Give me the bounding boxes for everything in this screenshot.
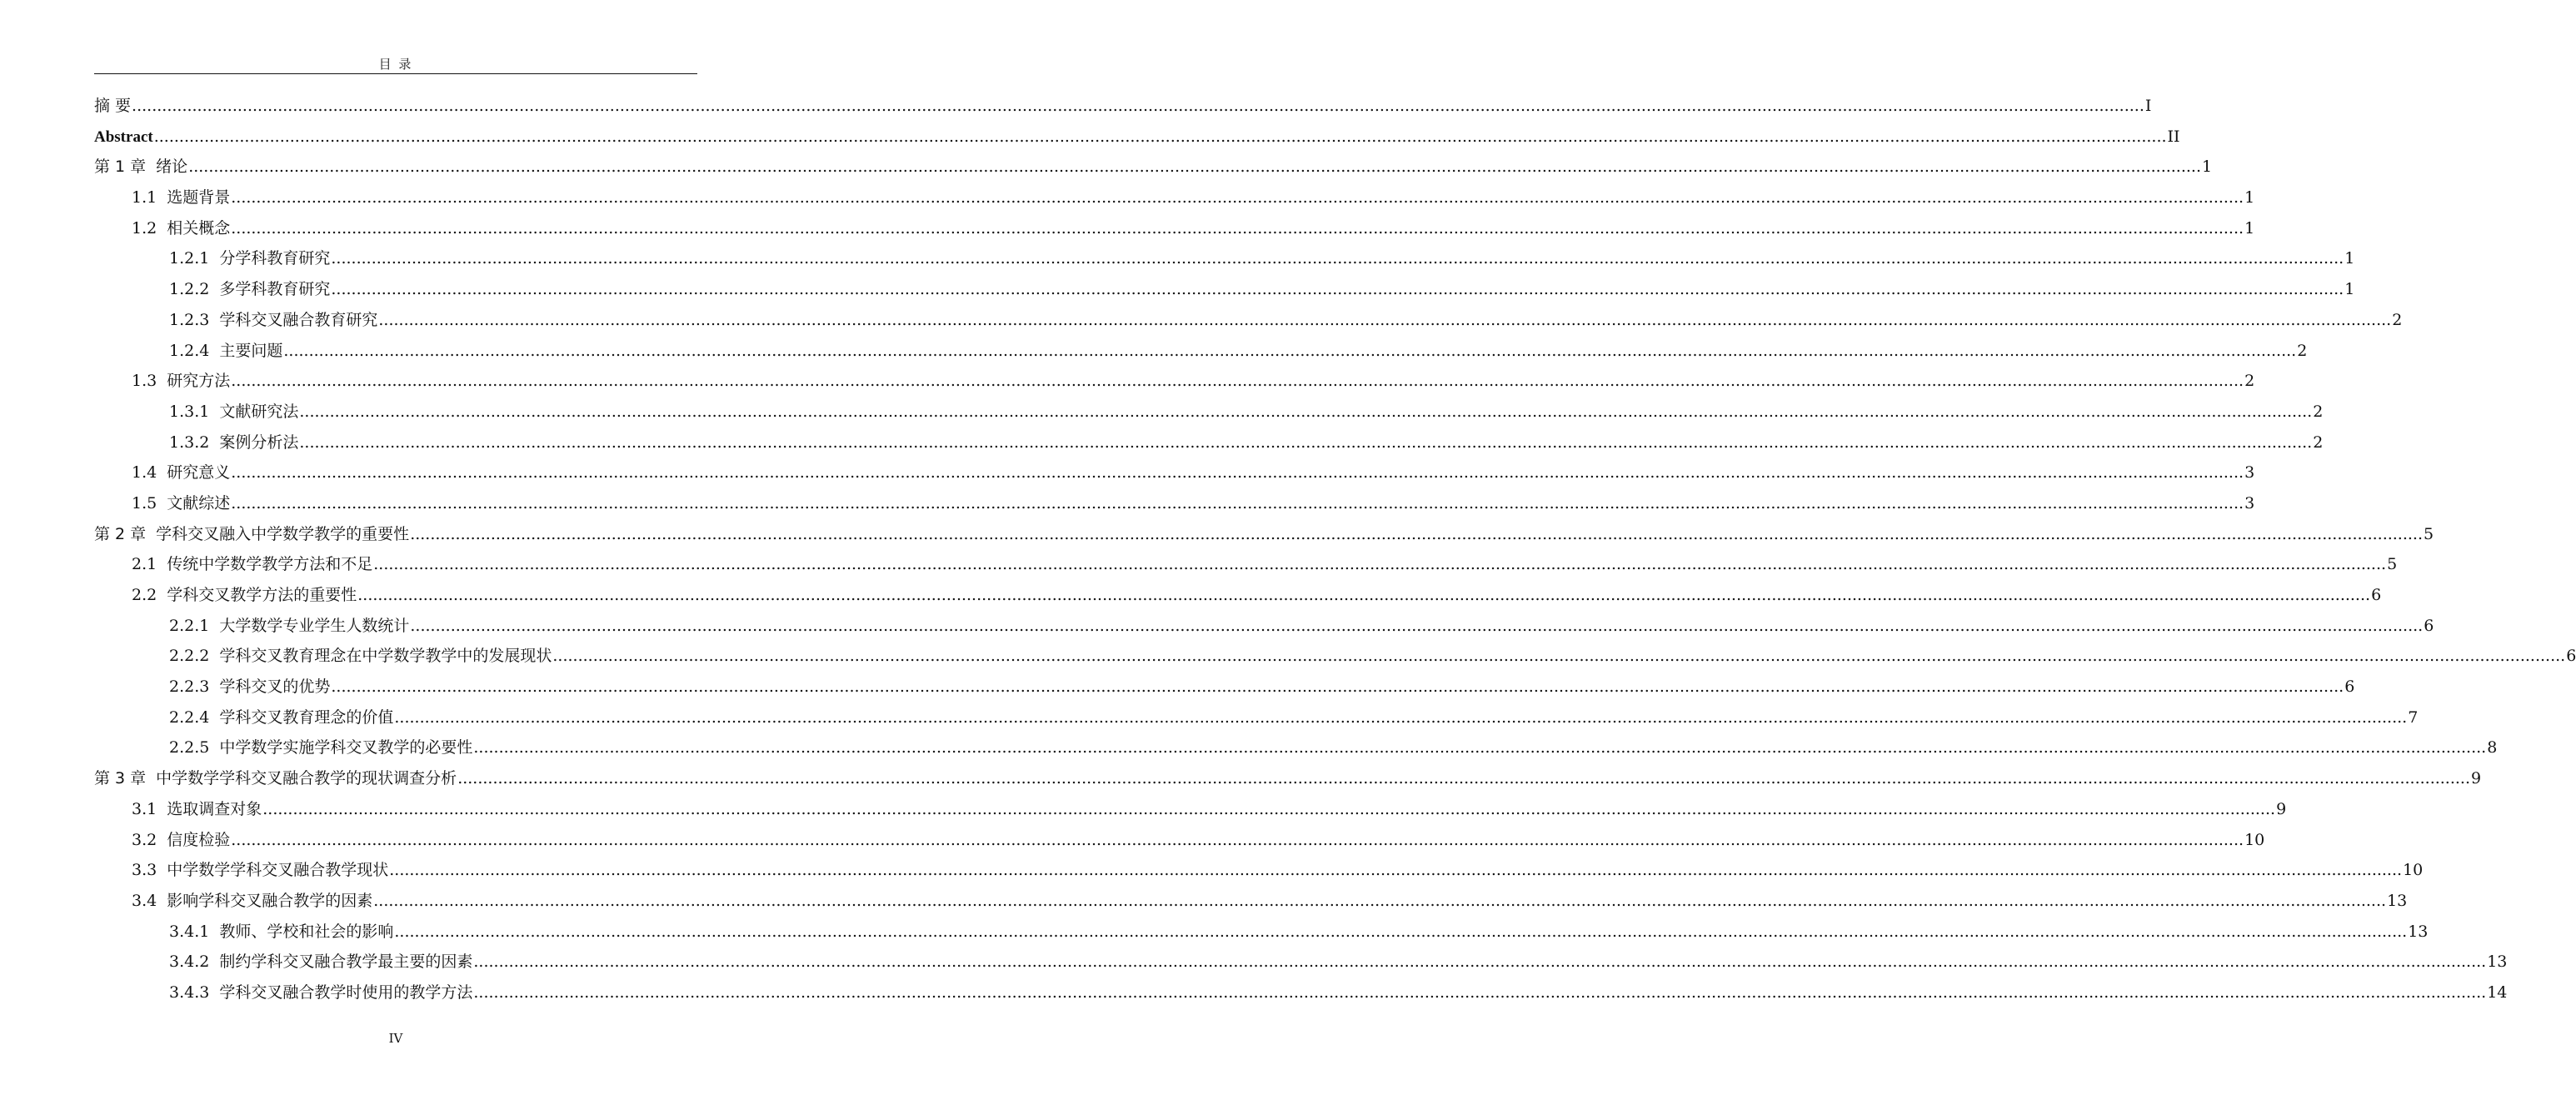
toc-entry-number: 3.4.3: [169, 982, 210, 1002]
toc-entry[interactable]: [94, 886, 2408, 917]
toc-entry-label: [94, 519, 409, 550]
toc-entry-page: 13: [2487, 952, 2508, 972]
toc-entry[interactable]: [94, 122, 2180, 152]
toc-entry-page: 1: [2344, 280, 2355, 299]
toc-entry-page: 2: [2244, 372, 2255, 391]
toc-entry-title: 文献综述: [167, 493, 231, 512]
toc-entry-label: [132, 825, 230, 856]
dot-leader: ................................................................................................................................................................................................................................................................................................................................................................................................................: [457, 769, 2471, 788]
toc-entry-title: 文献研究法: [219, 402, 299, 421]
toc-entry-title: 选取调查对象: [167, 799, 262, 818]
toc-entry-number: 2.1: [132, 555, 157, 574]
toc-entry[interactable]: [94, 488, 2255, 519]
toc-entry-number: 1.3.1: [169, 402, 210, 421]
dot-leader: ................................................................................................................................................................................................................................................................................................................................................................................................................: [299, 432, 2313, 452]
toc-entry-label: [169, 947, 472, 978]
toc-entry[interactable]: [94, 978, 2508, 1008]
toc-entry-title: 信度检验: [167, 830, 231, 849]
toc-entry-title: 学科交叉教育理念在中学数学教学中的发展现状: [219, 647, 552, 666]
toc-entry-title: Abstract: [94, 128, 153, 146]
dot-leader: ................................................................................................................................................................................................................................................................................................................................................................................................................: [410, 524, 2424, 543]
dot-leader: ................................................................................................................................................................................................................................................................................................................................................................................................................: [373, 891, 2387, 910]
toc-entry-label: [94, 152, 187, 182]
toc-entry-label: [94, 91, 131, 122]
toc-entry-title: 教师、学校和社会的影响: [219, 922, 394, 941]
toc-entry-label: [94, 122, 153, 153]
dot-leader: ................................................................................................................................................................................................................................................................................................................................................................................................................: [389, 861, 2403, 880]
toc-entry-page: 6: [2371, 586, 2382, 604]
toc-entry-label: [169, 732, 472, 763]
toc-entry[interactable]: [94, 152, 2213, 182]
toc-entry[interactable]: [94, 641, 2576, 672]
toc-entry-title: 中学数学学科交叉融合教学现状: [167, 861, 389, 880]
toc-entry[interactable]: [94, 825, 2265, 856]
toc-entry-title: 摘 要: [94, 97, 132, 115]
toc-entry[interactable]: [94, 428, 2324, 458]
toc-entry-number: 3.4.2: [169, 952, 210, 972]
dot-leader: ................................................................................................................................................................................................................................................................................................................................................................................................................: [231, 493, 2244, 512]
dot-leader: ................................................................................................................................................................................................................................................................................................................................................................................................................: [153, 127, 2167, 146]
dot-leader: ................................................................................................................................................................................................................................................................................................................................................................................................................: [231, 372, 2244, 391]
toc-entry-label: [169, 641, 552, 672]
toc-entry-page: 3: [2244, 493, 2255, 512]
toc-entry-number: 1.3.2: [169, 432, 210, 452]
toc-entry[interactable]: [94, 305, 2403, 336]
toc-entry-number: 1.1: [132, 188, 157, 208]
dot-leader: ................................................................................................................................................................................................................................................................................................................................................................................................................: [132, 97, 2144, 115]
toc-entry-number: 第 2 章: [94, 524, 147, 543]
toc-entry-number: 1.5: [132, 493, 157, 512]
dot-leader: ................................................................................................................................................................................................................................................................................................................................................................................................................: [188, 158, 2202, 177]
toc-entry[interactable]: [94, 794, 2287, 825]
toc-entry-title: 研究方法: [167, 372, 231, 391]
dot-leader: ................................................................................................................................................................................................................................................................................................................................................................................................................: [331, 249, 2344, 268]
toc-entry-label: [132, 549, 372, 580]
toc-entry-page: 6: [2424, 616, 2434, 635]
dot-leader: ................................................................................................................................................................................................................................................................................................................................................................................................................: [410, 616, 2424, 635]
dot-leader: ................................................................................................................................................................................................................................................................................................................................................................................................................: [231, 218, 2244, 238]
toc-entry[interactable]: [94, 274, 2355, 305]
toc-entry-number: 2.2.3: [169, 678, 210, 697]
toc-entry-page: 6: [2344, 678, 2355, 697]
toc-entry-title: 制约学科交叉融合教学最主要的因素: [219, 952, 473, 972]
toc-entry-page: II: [2167, 127, 2180, 146]
toc-entry-number: 2.2.5: [169, 738, 210, 758]
toc-entry[interactable]: [94, 702, 2419, 733]
toc-entry-page: 10: [2403, 861, 2424, 880]
toc-entry-number: 2.2.4: [169, 708, 210, 727]
toc-entry-page: 6: [2566, 647, 2576, 666]
toc-entry-label: [169, 397, 298, 428]
toc-entry[interactable]: [94, 243, 2355, 274]
toc-entry-number: 3.1: [132, 799, 157, 818]
toc-entry-page: 1: [2244, 188, 2255, 208]
toc-entry-label: [169, 243, 330, 274]
dot-leader: ................................................................................................................................................................................................................................................................................................................................................................................................................: [552, 647, 2566, 666]
toc-entry-number: 第 3 章: [94, 769, 147, 788]
toc-entry[interactable]: [94, 91, 2152, 122]
toc-entry[interactable]: [94, 519, 2434, 550]
toc-entry-number: 1.2.3: [169, 310, 210, 329]
toc-entry[interactable]: [94, 182, 2255, 213]
dot-leader: ................................................................................................................................................................................................................................................................................................................................................................................................................: [262, 799, 2276, 818]
dot-leader: ................................................................................................................................................................................................................................................................................................................................................................................................................: [473, 952, 2487, 972]
toc-entry[interactable]: [94, 397, 2324, 428]
dot-leader: ................................................................................................................................................................................................................................................................................................................................................................................................................: [331, 280, 2344, 299]
toc-entry-page: 2: [2313, 402, 2324, 421]
toc-entry-title: 影响学科交叉融合教学的因素: [167, 891, 373, 910]
toc-entry-page: 1: [2344, 249, 2355, 268]
toc-entry-page: 9: [2276, 799, 2287, 818]
toc-entry-label: [169, 336, 282, 367]
toc-entry-label: [169, 611, 409, 642]
toc-entry-number: 1.3: [132, 372, 157, 391]
toc-entry-label: [132, 886, 372, 917]
toc-entry-number: 1.2.4: [169, 341, 210, 360]
toc-entry-label: [169, 274, 330, 305]
toc-entry-label: [132, 213, 230, 244]
toc-entry[interactable]: [94, 213, 2255, 244]
dot-leader: ................................................................................................................................................................................................................................................................................................................................................................................................................: [473, 738, 2487, 758]
toc-entry-number: 1.4: [132, 463, 157, 482]
running-header: 目 录: [378, 57, 413, 72]
toc-entry-number: 3.2: [132, 830, 157, 849]
toc-entry-number: 1.2: [132, 218, 157, 238]
toc-entry-title: 中学数学学科交叉融合教学的现状调查分析: [156, 769, 457, 788]
toc-entry-label: [132, 794, 262, 825]
toc-entry-title: 多学科教育研究: [219, 280, 331, 299]
toc-entry-label: [94, 763, 457, 794]
toc-entry-title: 选题背景: [167, 188, 231, 208]
dot-leader: ................................................................................................................................................................................................................................................................................................................................................................................................................: [231, 830, 2244, 849]
toc-entry-title: 分学科教育研究: [219, 249, 331, 268]
dot-leader: ................................................................................................................................................................................................................................................................................................................................................................................................................: [283, 341, 2297, 360]
toc-entry-title: 案例分析法: [219, 432, 299, 452]
toc-entry-title: 学科交叉融合教学时使用的教学方法: [219, 982, 473, 1002]
toc-entry-title: 绪论: [156, 158, 188, 177]
toc-entry[interactable]: [94, 458, 2255, 488]
header-rule: [94, 73, 697, 74]
toc-entry-label: [132, 488, 230, 519]
toc-entry-label: [169, 672, 330, 702]
dot-leader: ................................................................................................................................................................................................................................................................................................................................................................................................................: [378, 310, 2392, 329]
toc-entry-title: 学科交叉教育理念的价值: [219, 708, 394, 727]
toc-entry-label: [132, 458, 230, 488]
toc-entry-title: 传统中学数学教学方法和不足: [167, 555, 373, 574]
table-of-contents: [94, 91, 2576, 1008]
toc-entry[interactable]: [94, 917, 2429, 948]
toc-entry-label: [169, 428, 298, 458]
toc-entry-page: 1: [2202, 158, 2213, 177]
dot-leader: ................................................................................................................................................................................................................................................................................................................................................................................................................: [231, 463, 2244, 482]
toc-entry-title: 中学数学实施学科交叉教学的必要性: [219, 738, 473, 758]
toc-entry-label: [132, 580, 357, 611]
toc-entry-number: 3.4: [132, 891, 157, 910]
toc-entry-page: 7: [2408, 708, 2419, 727]
toc-entry-number: 3.4.1: [169, 922, 210, 941]
dot-leader: ................................................................................................................................................................................................................................................................................................................................................................................................................: [357, 586, 2371, 604]
toc-entry-title: 研究意义: [167, 463, 231, 482]
toc-entry-page: 14: [2487, 982, 2508, 1002]
toc-entry[interactable]: [94, 947, 2508, 978]
dot-leader: ................................................................................................................................................................................................................................................................................................................................................................................................................: [373, 555, 2387, 574]
toc-entry-number: 2.2.1: [169, 616, 210, 635]
toc-entry-number: 1.2.2: [169, 280, 210, 299]
dot-leader: ................................................................................................................................................................................................................................................................................................................................................................................................................: [231, 188, 2244, 208]
toc-entry-page: 13: [2387, 891, 2408, 910]
dot-leader: ................................................................................................................................................................................................................................................................................................................................................................................................................: [473, 982, 2487, 1002]
toc-entry-label: [132, 855, 388, 886]
toc-entry-page: 3: [2244, 463, 2255, 482]
toc-entry[interactable]: [94, 611, 2434, 642]
toc-entry-label: [169, 917, 393, 948]
page-number: IV: [388, 1031, 403, 1046]
toc-entry-page: I: [2144, 97, 2152, 115]
dot-leader: ................................................................................................................................................................................................................................................................................................................................................................................................................: [299, 402, 2313, 421]
toc-entry[interactable]: [94, 580, 2382, 611]
toc-entry-title: 学科交叉融合教育研究: [219, 310, 378, 329]
toc-entry-title: 学科交叉教学方法的重要性: [167, 586, 357, 604]
toc-entry[interactable]: [94, 336, 2308, 367]
toc-entry-page: 8: [2487, 738, 2498, 758]
toc-entry-title: 大学数学专业学生人数统计: [219, 616, 410, 635]
toc-entry-label: [132, 366, 230, 397]
toc-entry-number: 2.2: [132, 586, 157, 604]
toc-entry-page: 2: [2313, 432, 2324, 452]
toc-entry-label: [132, 182, 230, 213]
toc-entry-page: 10: [2244, 830, 2265, 849]
toc-entry-title: 学科交叉的优势: [219, 678, 331, 697]
toc-entry[interactable]: [94, 672, 2355, 702]
toc-entry-label: [169, 702, 393, 733]
toc-entry-title: 主要问题: [219, 341, 283, 360]
toc-entry-title: 相关概念: [167, 218, 231, 238]
toc-entry-number: 第 1 章: [94, 158, 147, 177]
toc-entry-number: 1.2.1: [169, 249, 210, 268]
dot-leader: ................................................................................................................................................................................................................................................................................................................................................................................................................: [394, 708, 2408, 727]
toc-entry-label: [169, 305, 377, 336]
toc-entry[interactable]: [94, 855, 2424, 886]
toc-entry-title: 学科交叉融入中学数学教学的重要性: [156, 524, 410, 543]
toc-entry[interactable]: [94, 763, 2482, 794]
toc-entry[interactable]: [94, 549, 2398, 580]
dot-leader: ................................................................................................................................................................................................................................................................................................................................................................................................................: [331, 678, 2344, 697]
toc-entry-page: 13: [2408, 922, 2429, 941]
toc-entry[interactable]: [94, 366, 2255, 397]
toc-entry-label: [169, 978, 472, 1008]
toc-entry-page: 2: [2297, 341, 2308, 360]
toc-entry-page: 5: [2387, 555, 2398, 574]
toc-entry-page: 5: [2424, 524, 2434, 543]
toc-entry-number: 3.3: [132, 861, 157, 880]
toc-entry-page: 9: [2471, 769, 2482, 788]
toc-entry-page: 2: [2392, 310, 2403, 329]
dot-leader: ................................................................................................................................................................................................................................................................................................................................................................................................................: [394, 922, 2408, 941]
toc-entry-page: 1: [2244, 218, 2255, 238]
toc-entry-number: 2.2.2: [169, 647, 210, 666]
toc-entry[interactable]: [94, 732, 2498, 763]
